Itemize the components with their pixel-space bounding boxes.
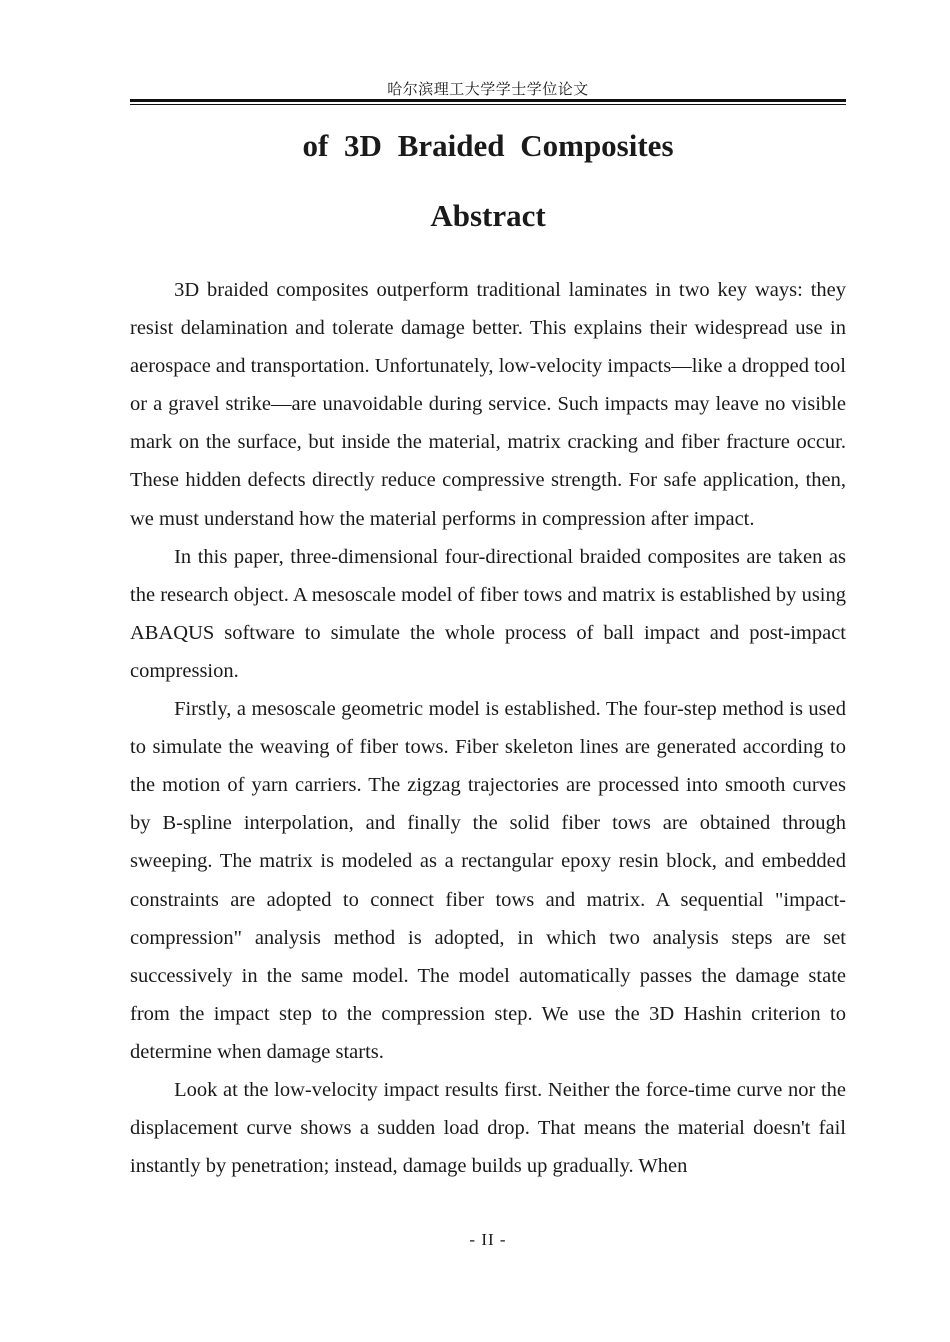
abstract-body bbox=[130, 271, 846, 1185]
header-rule-thick bbox=[130, 99, 846, 102]
running-header: 哈尔滨理工大学学士学位论文 bbox=[387, 80, 589, 98]
abstract-paragraph-3: Firstly, a mesoscale geometric model is established. The four-step method is used to simulate the weaving of fiber tows. Fiber skeleton lines are generated according to the motion of yarn carriers. The zigzag trajectories are processed into smooth curves by B-spline interpolation, and finally the solid fiber tows are obtained through sweeping. The matrix is modeled as a rectangular epoxy resin block, and embedded constraints are adopted to connect fiber tows and matrix. A sequential "impact-compression" analysis method is adopted, in which two analysis steps are set successively in the same model. The model automatically passes the damage state from the impact step to the compression step. We use the 3D Hashin criterion to determine when damage starts. bbox=[130, 698, 846, 1063]
header-rule-thin bbox=[130, 104, 846, 105]
abstract-heading: Abstract bbox=[430, 198, 546, 233]
page-number: - II - bbox=[469, 1230, 507, 1249]
abstract-paragraph-4: Look at the low-velocity impact results first. Neither the force-time curve nor the displacement curve shows a sudden load drop. That means the material doesn't fail instantly by penetration; instead, damage builds up gradually. When bbox=[130, 1078, 846, 1178]
abstract-paragraph-1: 3D braided composites outperform traditional laminates in two key ways: they resist delamination and tolerate damage better. This explains their widespread use in aerospace and transportation. Unfortunately, low-velocity impacts—like a dropped tool or a gravel strike—are unavoidable during service. Such impacts may leave no visible mark on the surface, but inside the material, matrix cracking and fiber fracture occur. These hidden defects directly reduce compressive strength. For safe application, then, we must understand how the material performs in compression after impact. bbox=[130, 279, 846, 530]
abstract-paragraph-2: In this paper, three-dimensional four-directional braided composites are taken as the research object. A mesoscale model of fiber tows and matrix is established by using ABAQUS software to simulate the whole process of ball impact and post-impact compression. bbox=[130, 545, 846, 682]
thesis-title-continuation: of 3D Braided Composites bbox=[302, 128, 674, 163]
